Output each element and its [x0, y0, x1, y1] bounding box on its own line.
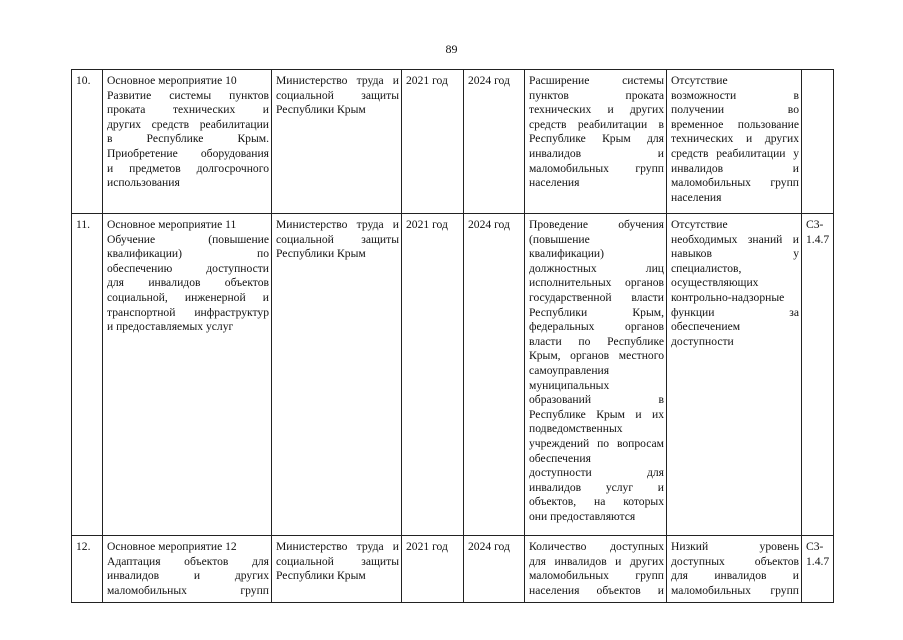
cell-line: самоуправления — [529, 363, 610, 377]
cell-line: Количество доступных — [529, 540, 664, 553]
consequence-cell — [667, 214, 802, 536]
cell-line: образований в — [529, 393, 664, 407]
cell-line: Основное мероприятие 12 — [107, 540, 237, 553]
cell-line: технических и других — [671, 132, 799, 146]
cell-line: получении во — [671, 103, 799, 117]
cell-line: учреждений по вопросам — [529, 436, 664, 450]
cell-line: и предоставляемых услуг — [107, 320, 234, 334]
cell-line: инвалидов и — [529, 146, 664, 160]
cell-line: необходимых знаний и — [671, 232, 799, 246]
indicator-cell: С3-1.4.7 — [802, 214, 834, 536]
cell-line: квалификации) по — [107, 247, 269, 261]
cell-line: для инвалидов и — [671, 569, 799, 583]
cell-line: Основное мероприятие 11 — [107, 218, 237, 231]
end-year-cell: 2024 год — [464, 70, 525, 214]
cell-line: населения — [529, 176, 580, 190]
cell-line: средств реабилитации в — [529, 117, 664, 131]
cell-line: проката технических и — [107, 103, 269, 117]
cell-line: инвалидов и — [671, 161, 799, 175]
cell-line: других средств реабилитации — [107, 117, 269, 131]
cell-line: инвалидов услуг и — [529, 480, 664, 494]
cell-line: социальной защиты — [276, 554, 399, 568]
cell-line: Республики Крым — [276, 247, 366, 261]
cell-line: использования — [107, 176, 180, 190]
cell-line: они предоставляются — [529, 509, 636, 523]
cell-line: доступных объектов — [671, 554, 799, 568]
cell-line: специалистов, — [671, 261, 742, 275]
cell-line: социальной защиты — [276, 232, 399, 246]
cell-line: Министерство труда и — [276, 540, 399, 553]
activity-cell — [103, 536, 272, 603]
start-year-cell: 2021 год — [402, 214, 464, 536]
cell-line: Республике Крым и их — [529, 407, 664, 421]
executor-cell — [272, 70, 402, 214]
cell-line: Отсутствие — [671, 218, 728, 231]
cell-line: осуществляющих — [671, 276, 759, 290]
consequence-cell — [667, 70, 802, 214]
result-cell — [525, 70, 667, 214]
cell-line: маломобильных групп — [671, 176, 799, 190]
cell-line: Республики Крым, — [529, 305, 664, 319]
table-row — [72, 70, 834, 214]
cell-line: социальной, инженерной и — [107, 290, 269, 304]
cell-line: Республики Крым — [276, 103, 366, 117]
cell-line: Развитие системы пунктов — [107, 88, 269, 102]
cell-line: социальной защиты — [276, 88, 399, 102]
end-year-cell: 2024 год — [464, 214, 525, 536]
cell-line: обеспечению доступности — [107, 261, 269, 275]
executor-cell — [272, 214, 402, 536]
measures-table — [71, 69, 834, 603]
cell-line: Адаптация объектов для — [107, 554, 269, 568]
cell-line: функции за — [671, 305, 799, 319]
cell-line: должностных лиц — [529, 261, 664, 275]
cell-line: для инвалидов объектов — [107, 276, 269, 290]
cell-line: федеральных органов — [529, 320, 664, 334]
cell-line: Низкий уровень — [671, 540, 799, 553]
cell-line: Министерство труда и — [276, 218, 399, 231]
cell-line: маломобильных групп — [529, 569, 664, 583]
cell-line: обеспечения — [529, 451, 591, 465]
executor-cell — [272, 536, 402, 603]
activity-cell — [103, 70, 272, 214]
cell-line: маломобильных групп — [107, 583, 269, 597]
row-number: 12. — [72, 536, 103, 603]
cell-line: исполнительных органов — [529, 276, 664, 290]
cell-line: средств реабилитации у — [671, 146, 799, 160]
cell-line: муниципальных — [529, 378, 610, 392]
cell-line: навыков у — [671, 247, 799, 261]
cell-line: в Республике Крым. — [107, 132, 269, 146]
cell-line: контрольно-надзорные — [671, 290, 785, 304]
table-row — [72, 536, 834, 603]
page-number: 89 — [445, 42, 458, 56]
cell-line: власти по Республике — [529, 334, 664, 348]
cell-line: Республике Крым для — [529, 132, 664, 146]
cell-line: технических и других — [529, 103, 664, 117]
cell-line: подведомственных — [529, 422, 623, 436]
cell-line: транспортной инфраструктур — [107, 305, 269, 319]
cell-line: возможности в — [671, 88, 799, 102]
start-year-cell: 2021 год — [402, 536, 464, 603]
cell-line: Республики Крым — [276, 569, 366, 583]
cell-line: и предметов долгосрочного — [107, 161, 269, 175]
consequence-cell — [667, 536, 802, 603]
cell-line: Отсутствие — [671, 74, 728, 87]
row-number: 10. — [72, 70, 103, 214]
cell-line: доступности для — [529, 466, 664, 480]
cell-line: доступности — [671, 334, 734, 348]
cell-line: Проведение обучения — [529, 218, 664, 231]
cell-line: обеспечением — [671, 320, 741, 334]
table-row — [72, 214, 834, 536]
cell-line: маломобильных групп — [671, 583, 799, 597]
cell-line: Крым, органов местного — [529, 349, 664, 363]
cell-line: государственной власти — [529, 290, 664, 304]
indicator-cell — [802, 70, 834, 214]
cell-line: Расширение системы — [529, 74, 664, 87]
cell-line: населения — [671, 190, 722, 204]
result-cell — [525, 536, 667, 603]
cell-line: (повышение — [529, 232, 590, 246]
cell-line: Приобретение оборудования — [107, 146, 269, 160]
start-year-cell: 2021 год — [402, 70, 464, 214]
indicator-cell: С3-1.4.7 — [802, 536, 834, 603]
cell-line: пунктов проката — [529, 88, 664, 102]
cell-line: населения объектов и — [529, 583, 664, 597]
cell-line: маломобильных групп — [529, 161, 664, 175]
cell-line: временное пользование — [671, 117, 799, 131]
cell-line: для инвалидов и других — [529, 554, 664, 568]
activity-cell — [103, 214, 272, 536]
row-number: 11. — [72, 214, 103, 536]
cell-line: объектов, на которых — [529, 495, 664, 509]
end-year-cell: 2024 год — [464, 536, 525, 603]
cell-line: инвалидов и других — [107, 569, 269, 583]
cell-line: Основное мероприятие 10 — [107, 74, 237, 87]
result-cell — [525, 214, 667, 536]
cell-line: квалификации) — [529, 247, 604, 261]
cell-line: Обучение (повышение — [107, 232, 269, 246]
cell-line: Министерство труда и — [276, 74, 399, 87]
